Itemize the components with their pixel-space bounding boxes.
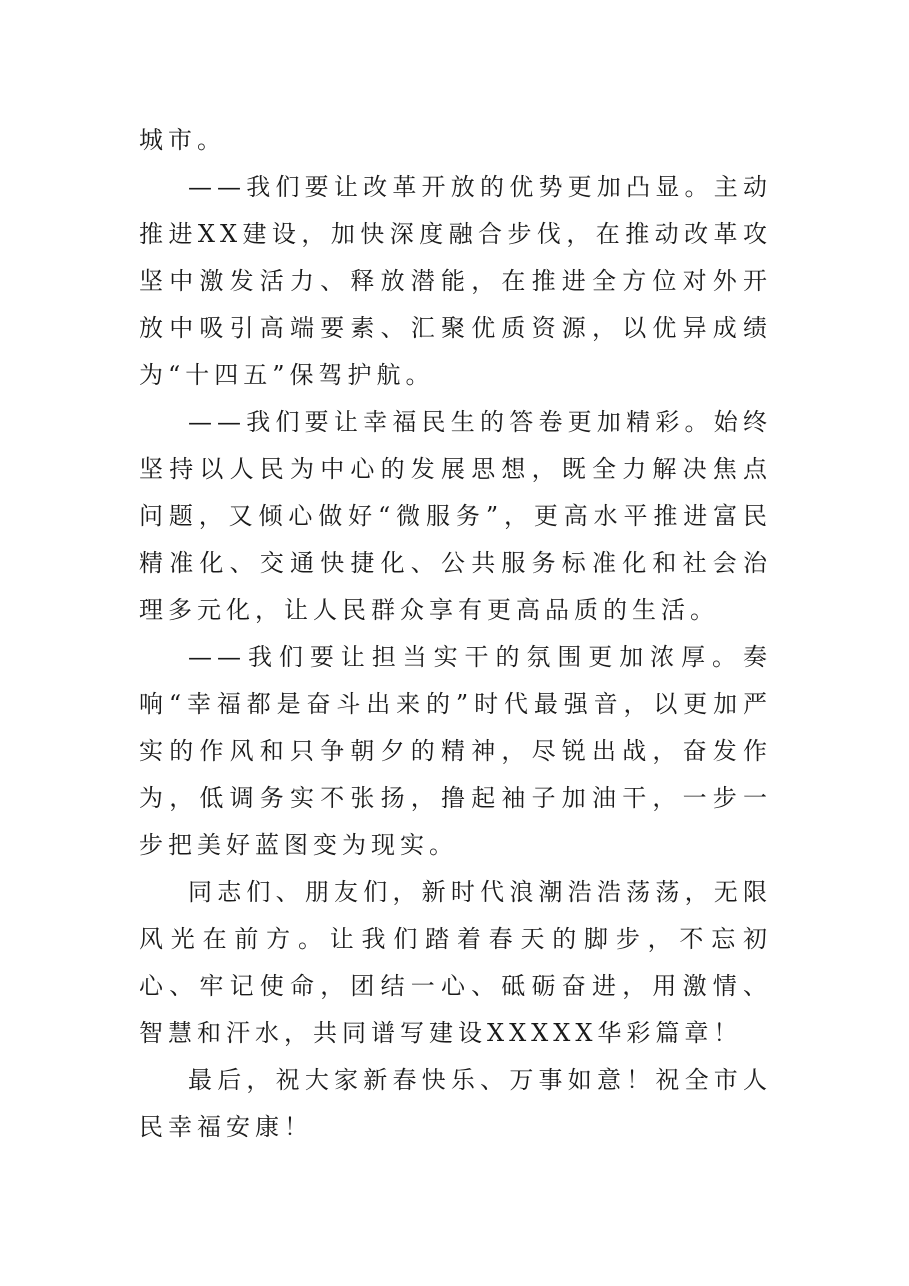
paragraph-closing-call: 同志们、朋友们，新时代浪潮浩浩荡荡，无限风光在前方。让我们踏着春天的脚步，不忘初心、牢记使命，团结一心、砥砺奋进，用激情、智慧和汗水，共同谱写建设XXXXX华彩篇章！	[139, 878, 772, 1047]
document-body	[139, 117, 772, 1151]
paragraph-continuation: 城市。	[139, 126, 226, 154]
paragraph-livelihood: ——我们要让幸福民生的答卷更加精彩。始终坚持以人民为中心的发展思想，既全力解决焦点问题，又倾心做好“微服务”，更高水平推进富民精准化、交通快捷化、公共服务标准化和社会治理多元化，让人民群众享有更高品质的生活。	[139, 408, 772, 624]
paragraph-hard-work: ——我们要让担当实干的氛围更加浓厚。奏响“幸福都是奋斗出来的”时代最强音，以更加严实的作风和只争朝夕的精神，尽锐出战，奋发作为，低调务实不张扬，撸起袖子加油干，一步一步把美好蓝图变为现实。	[139, 643, 772, 859]
paragraph-reform-opening: ——我们要让改革开放的优势更加凸显。主动推进XX建设，加快深度融合步伐，在推动改革攻坚中激发活力、释放潜能，在推进全方位对外开放中吸引高端要素、汇聚优质资源，以优异成绩为“十四五”保驾护航。	[139, 173, 772, 389]
paragraph-new-year-wishes: 最后，祝大家新春快乐、万事如意！祝全市人民幸福安康！	[139, 1066, 772, 1141]
